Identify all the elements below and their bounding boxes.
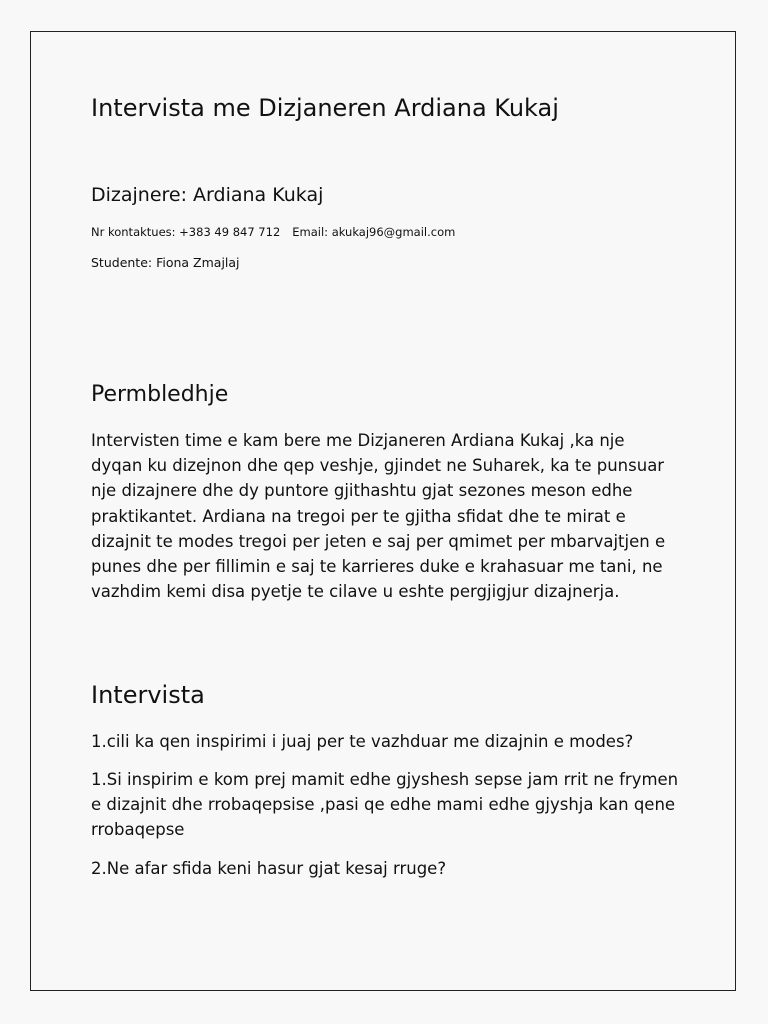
designer-name: Dizajnere: Ardiana Kukaj	[91, 184, 324, 206]
student-name: Studente: Fiona Zmajlaj	[91, 255, 240, 270]
contact-email: Email: akukaj96@gmail.com	[292, 225, 456, 239]
summary-heading: Permbledhje	[91, 382, 229, 407]
interview-answer: 1.Si inspirim e kom prej mamit edhe gjyshesh sepse jam rrit ne frymen e dizajnit dhe rrobaqepsise ,pasi qe edhe mami edhe gjyshja kan qene rrobaqepse	[91, 770, 679, 840]
interview-question: 2.Ne afar sfida keni hasur gjat kesaj rruge?	[91, 859, 447, 878]
contact-info	[91, 225, 455, 239]
interview-question: 1.cili ka qen inspirimi i juaj per te vazhduar me dizajnin e modes?	[91, 732, 634, 751]
summary-paragraph: Intervisten time e kam bere me Dizjaneren Ardiana Kukaj ,ka nje dyqan ku dizejnon dhe qep veshje, gjindet ne Suharek, ka te punsuar nje dizajnere dhe dy puntore gjithashtu gjat sezones meson edhe praktikantet. Ardiana na tregoi per te gjitha sfidat dhe te mirat e dizajnit te modes tregoi per jeten e saj per qmimet per mbarvajtjen e punes dhe per fillimin e saj te karrieres duke e krahasuar me tani, ne vazhdim kemi disa pyetje te cilave u eshte pergjigjur dizajnerja.	[91, 431, 666, 602]
document-title: Intervista me Dizjaneren Ardiana Kukaj	[91, 94, 559, 122]
interview-heading: Intervista	[91, 681, 205, 709]
document-page	[30, 31, 736, 991]
contact-phone: Nr kontaktues: +383 49 847 712	[91, 225, 281, 239]
